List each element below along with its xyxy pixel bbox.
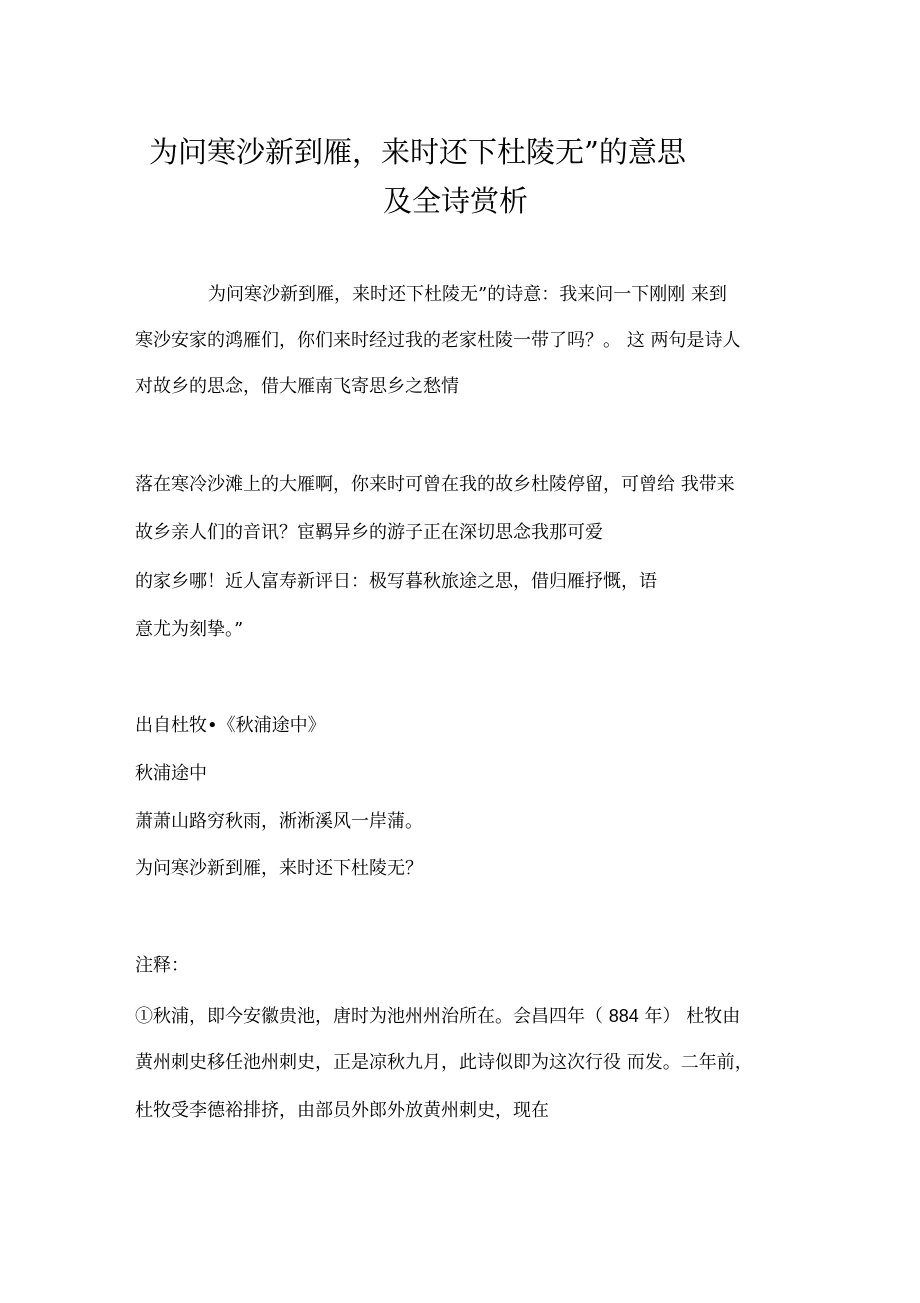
poem-line-2: 为问寒沙新到雁，来时还下杜陵无？ xyxy=(135,858,423,879)
page-title-line-2: 及全诗赏析 xyxy=(383,184,529,218)
page-title-line-1: 为问寒沙新到雁，来时还下杜陵无”的意思 xyxy=(149,135,686,169)
note-1-text-b: 年） 杜牧由 xyxy=(638,1006,741,1027)
para1-line-2: 寒沙安家的鸿雁们，你们来时经过我的老家杜陵一带了吗？。 这 两句是诗人 xyxy=(135,330,741,351)
notes-heading: 注释： xyxy=(135,955,189,976)
para2-line-4: 意尤为刻挚。” xyxy=(135,619,244,640)
poem-title: 秋浦途中 xyxy=(135,763,207,784)
note-1-text-a: ①秋浦，即今安徽贵池，唐时为池州州治所在。会昌四年（ xyxy=(135,1006,609,1027)
para1-line-1: 为问寒沙新到雁，来时还下杜陵无”的诗意：我来问一下刚刚 来到 xyxy=(208,284,727,305)
para2-line-1: 落在寒冷沙滩上的大雁啊，你来时可曾在我的故乡杜陵停留，可曾给 我带来 xyxy=(135,474,735,495)
note-1-line-3: 杜牧受李德裕排挤，由部员外郎外放黄州刺史，现在 xyxy=(135,1100,549,1121)
para1-line-3: 对故乡的思念，借大雁南飞寄思乡之愁情 xyxy=(135,376,459,397)
para2-line-2: 故乡亲人们的音讯？宦羁异乡的游子正在深切思念我那可爱 xyxy=(135,522,603,543)
note-1-line-1 xyxy=(135,1004,740,1029)
poem-line-1: 萧萧山路穷秋雨，淅淅溪风一岸蒲。 xyxy=(135,811,423,832)
note-1-line-2: 黄州刺史移任池州刺史，正是凉秋九月，此诗似即为这次行役 而发。二年前， xyxy=(135,1052,753,1073)
source-line: 出自杜牧•《秋浦途中》 xyxy=(135,715,326,736)
note-1-year: 884 xyxy=(608,1006,639,1026)
para2-line-3: 的家乡哪！近人富寿新评日：极写暮秋旅途之思，借归雁抒慨，语 xyxy=(135,571,657,592)
